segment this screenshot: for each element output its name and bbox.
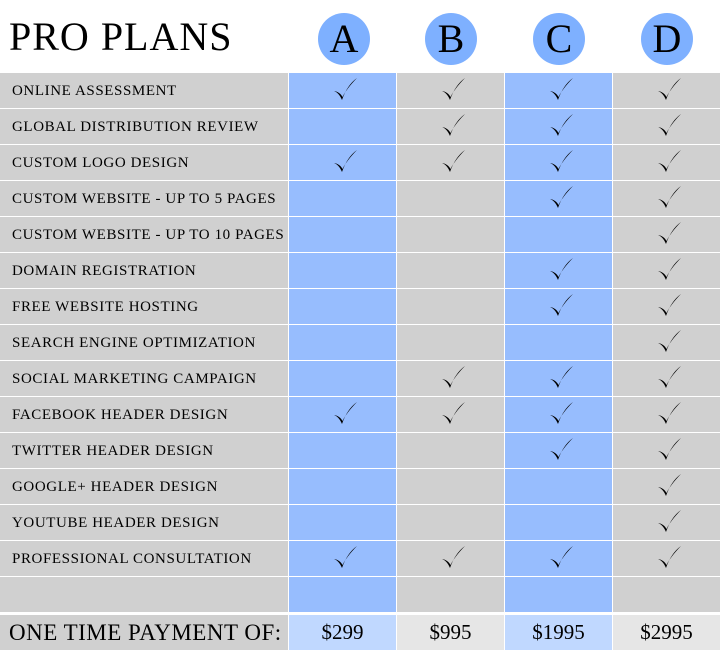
plan-c-cell bbox=[505, 216, 613, 252]
plan-a-cell bbox=[289, 504, 397, 540]
check-mark-icon bbox=[655, 256, 683, 284]
check-mark-icon bbox=[655, 472, 683, 500]
feature-label: FREE WEBSITE HOSTING bbox=[12, 299, 199, 315]
table-row bbox=[0, 72, 720, 108]
plan-b-cell bbox=[397, 432, 505, 468]
price-plan-c: $1995 bbox=[505, 614, 613, 650]
plan-c-cell bbox=[505, 504, 613, 540]
check-mark-icon bbox=[655, 436, 683, 464]
plan-a-cell bbox=[289, 72, 397, 108]
check-mark-icon bbox=[331, 148, 359, 176]
check-mark-icon bbox=[655, 364, 683, 392]
feature-label-cell bbox=[0, 576, 289, 612]
plan-a-cell bbox=[289, 576, 397, 612]
check-mark-icon bbox=[655, 544, 683, 572]
feature-label: YOUTUBE HEADER DESIGN bbox=[12, 515, 220, 531]
feature-label-cell bbox=[0, 216, 289, 252]
plan-c-cell bbox=[505, 468, 613, 504]
check-mark-icon bbox=[547, 76, 575, 104]
check-mark-icon bbox=[331, 400, 359, 428]
plan-badge-c: C bbox=[533, 13, 585, 65]
plan-d-cell bbox=[613, 288, 720, 324]
plan-c-cell bbox=[505, 252, 613, 288]
feature-label: PROFESSIONAL CONSULTATION bbox=[12, 551, 252, 567]
plan-d-cell bbox=[613, 360, 720, 396]
plan-a-cell bbox=[289, 288, 397, 324]
check-mark-icon bbox=[547, 544, 575, 572]
check-mark-icon bbox=[547, 292, 575, 320]
table-row bbox=[0, 216, 720, 252]
check-mark-icon bbox=[547, 256, 575, 284]
plan-a-cell bbox=[289, 108, 397, 144]
plan-c-cell bbox=[505, 432, 613, 468]
plan-b-cell bbox=[397, 252, 505, 288]
table-row bbox=[0, 432, 720, 468]
table-row bbox=[0, 108, 720, 144]
feature-label-cell bbox=[0, 468, 289, 504]
table-row bbox=[0, 288, 720, 324]
feature-label-cell bbox=[0, 180, 289, 216]
feature-label: SEARCH ENGINE OPTIMIZATION bbox=[12, 335, 256, 351]
plan-b-cell bbox=[397, 72, 505, 108]
check-mark-icon bbox=[655, 328, 683, 356]
check-mark-icon bbox=[547, 436, 575, 464]
check-mark-icon bbox=[655, 148, 683, 176]
plan-b-cell bbox=[397, 180, 505, 216]
plan-a-cell bbox=[289, 468, 397, 504]
plan-c-cell bbox=[505, 324, 613, 360]
table-row bbox=[0, 360, 720, 396]
feature-label: TWITTER HEADER DESIGN bbox=[12, 443, 214, 459]
plan-b-cell bbox=[397, 108, 505, 144]
plan-d-cell bbox=[613, 432, 720, 468]
check-mark-icon bbox=[655, 112, 683, 140]
check-mark-icon bbox=[547, 184, 575, 212]
page-title: PRO PLANS bbox=[9, 14, 233, 59]
feature-label: FACEBOOK HEADER DESIGN bbox=[12, 407, 229, 423]
feature-label-cell bbox=[0, 324, 289, 360]
plan-badge-a: A bbox=[318, 13, 370, 65]
plan-c-cell bbox=[505, 360, 613, 396]
feature-label-cell bbox=[0, 432, 289, 468]
plan-d-cell bbox=[613, 540, 720, 576]
check-mark-icon bbox=[439, 364, 467, 392]
feature-label: CUSTOM LOGO DESIGN bbox=[12, 155, 190, 171]
table-row bbox=[0, 396, 720, 432]
table-row bbox=[0, 468, 720, 504]
plan-c-cell bbox=[505, 144, 613, 180]
plan-b-cell bbox=[397, 360, 505, 396]
plan-b-cell bbox=[397, 144, 505, 180]
price-label: ONE TIME PAYMENT OF: bbox=[0, 614, 289, 650]
price-plan-a: $299 bbox=[289, 614, 397, 650]
feature-label-cell bbox=[0, 72, 289, 108]
feature-label-cell bbox=[0, 288, 289, 324]
plan-d-cell bbox=[613, 108, 720, 144]
plan-b-cell bbox=[397, 576, 505, 612]
feature-label-cell bbox=[0, 360, 289, 396]
table-row bbox=[0, 540, 720, 576]
plan-a-cell bbox=[289, 540, 397, 576]
plan-a-cell bbox=[289, 396, 397, 432]
feature-label: GOOGLE+ HEADER DESIGN bbox=[12, 479, 219, 495]
feature-label-cell bbox=[0, 108, 289, 144]
plan-b-cell bbox=[397, 468, 505, 504]
check-mark-icon bbox=[655, 292, 683, 320]
check-mark-icon bbox=[547, 148, 575, 176]
check-mark-icon bbox=[655, 184, 683, 212]
plan-c-cell bbox=[505, 72, 613, 108]
table-row bbox=[0, 144, 720, 180]
plan-d-cell bbox=[613, 468, 720, 504]
table-row bbox=[0, 576, 720, 612]
check-mark-icon bbox=[439, 400, 467, 428]
plan-d-cell bbox=[613, 216, 720, 252]
check-mark-icon bbox=[439, 112, 467, 140]
price-plan-d: $2995 bbox=[613, 614, 720, 650]
feature-label: CUSTOM WEBSITE - UP TO 10 PAGES bbox=[12, 227, 285, 243]
plan-d-cell bbox=[613, 324, 720, 360]
feature-label: DOMAIN REGISTRATION bbox=[12, 263, 197, 279]
plan-b-cell bbox=[397, 396, 505, 432]
check-mark-icon bbox=[547, 364, 575, 392]
price-plan-b: $995 bbox=[397, 614, 505, 650]
check-mark-icon bbox=[331, 76, 359, 104]
plan-c-cell bbox=[505, 288, 613, 324]
plan-d-cell bbox=[613, 144, 720, 180]
plan-a-cell bbox=[289, 144, 397, 180]
feature-label-cell bbox=[0, 504, 289, 540]
feature-label-cell bbox=[0, 252, 289, 288]
plan-a-cell bbox=[289, 252, 397, 288]
check-mark-icon bbox=[655, 76, 683, 104]
plan-c-cell bbox=[505, 396, 613, 432]
table-row bbox=[0, 180, 720, 216]
plan-badge-d: D bbox=[641, 13, 693, 65]
check-mark-icon bbox=[439, 544, 467, 572]
plan-b-cell bbox=[397, 288, 505, 324]
plan-d-cell bbox=[613, 252, 720, 288]
check-mark-icon bbox=[439, 76, 467, 104]
feature-label: ONLINE ASSESSMENT bbox=[12, 83, 177, 99]
check-mark-icon bbox=[547, 400, 575, 428]
check-mark-icon bbox=[331, 544, 359, 572]
plan-d-cell bbox=[613, 180, 720, 216]
check-mark-icon bbox=[547, 112, 575, 140]
feature-label: CUSTOM WEBSITE - UP TO 5 PAGES bbox=[12, 191, 277, 207]
plan-c-cell bbox=[505, 576, 613, 612]
plan-d-cell bbox=[613, 396, 720, 432]
feature-label-cell bbox=[0, 540, 289, 576]
table-row bbox=[0, 504, 720, 540]
plan-c-cell bbox=[505, 108, 613, 144]
table-row bbox=[0, 324, 720, 360]
table-row bbox=[0, 252, 720, 288]
feature-label-cell bbox=[0, 396, 289, 432]
plan-a-cell bbox=[289, 324, 397, 360]
plan-a-cell bbox=[289, 180, 397, 216]
plan-a-cell bbox=[289, 360, 397, 396]
feature-grid bbox=[0, 72, 720, 612]
plan-a-cell bbox=[289, 432, 397, 468]
plan-b-cell bbox=[397, 504, 505, 540]
check-mark-icon bbox=[655, 220, 683, 248]
check-mark-icon bbox=[655, 508, 683, 536]
check-mark-icon bbox=[655, 400, 683, 428]
check-mark-icon bbox=[439, 148, 467, 176]
table-header bbox=[0, 0, 720, 72]
plan-c-cell bbox=[505, 180, 613, 216]
price-row bbox=[0, 614, 720, 650]
plan-b-cell bbox=[397, 540, 505, 576]
plan-a-cell bbox=[289, 216, 397, 252]
feature-label: SOCIAL MARKETING CAMPAIGN bbox=[12, 371, 257, 387]
plan-c-cell bbox=[505, 540, 613, 576]
plan-d-cell bbox=[613, 72, 720, 108]
plan-b-cell bbox=[397, 324, 505, 360]
plan-d-cell bbox=[613, 576, 720, 612]
feature-label: GLOBAL DISTRIBUTION REVIEW bbox=[12, 119, 259, 135]
feature-label-cell bbox=[0, 144, 289, 180]
plan-badge-b: B bbox=[425, 13, 477, 65]
plan-b-cell bbox=[397, 216, 505, 252]
plan-d-cell bbox=[613, 504, 720, 540]
